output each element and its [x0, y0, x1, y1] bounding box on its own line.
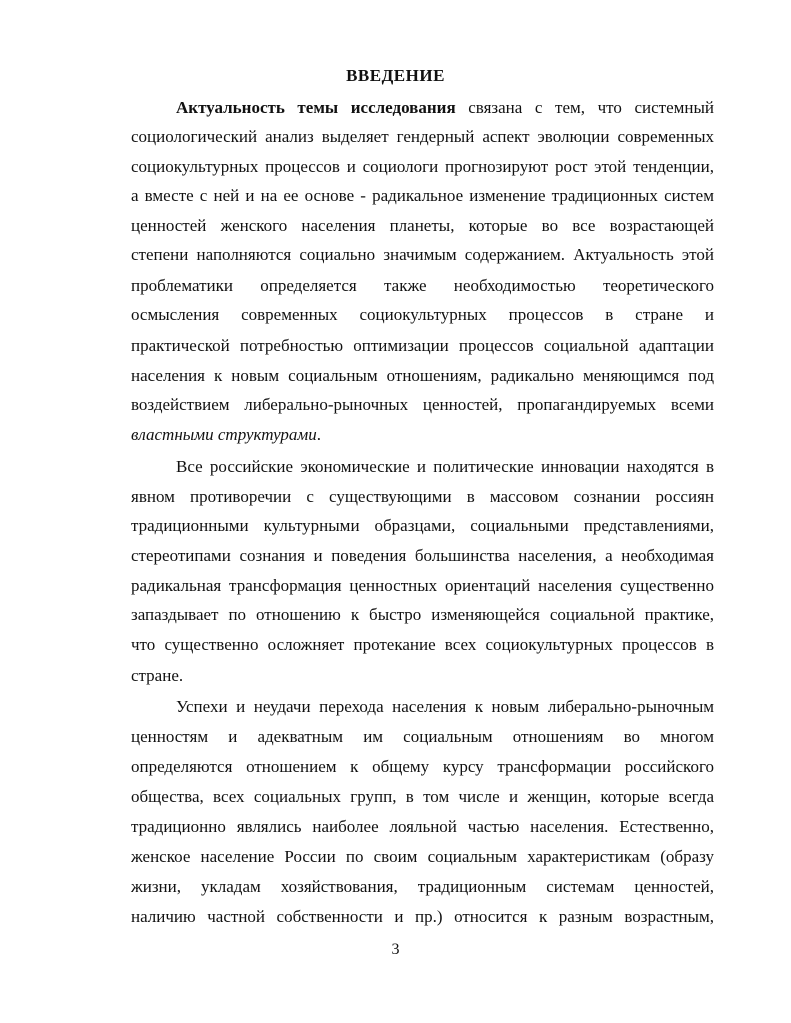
paragraph-2-line-8: стране. — [131, 666, 184, 685]
paragraph-3-line-8: наличию частной собственности и пр.) относится к разным возрастным, — [131, 907, 714, 926]
bold-phrase: Актуальность темы исследования — [176, 98, 456, 117]
line-text: связана с тем, что системный — [455, 98, 714, 117]
paragraph-1-line-9: практической потребностью оптимизации процессов социальной адаптации — [131, 336, 714, 355]
paragraph-3-line-3: определяются отношением к общему курсу трансформации российского — [131, 757, 714, 776]
paragraph-3-line-2: ценностям и адекватным им социальным отношениям во многом — [131, 727, 714, 746]
paragraph-3-line-4: общества, всех социальных групп, в том числе и женщин, которые всегда — [131, 787, 714, 806]
paragraph-1-line-8: осмысления современных социокультурных процессов в стране и — [131, 305, 714, 324]
paragraph-1-line-2: социологический анализ выделяет гендерный аспект эволюции современных — [131, 127, 714, 146]
paragraph-2-line-3: традиционными культурными образцами, социальными представлениями, — [131, 516, 714, 535]
paragraph-3-line-5: традиционно являлись наиболее лояльной частью населения. Естественно, — [131, 817, 714, 836]
paragraph-1-line-7: проблематики определяется также необходимостью теоретического — [131, 276, 714, 295]
paragraph-2-line-5: радикальная трансформация ценностных ориентаций населения существенно — [131, 576, 714, 595]
paragraph-1-line-1 — [176, 97, 714, 119]
line-text: . — [316, 425, 322, 444]
paragraph-2-line-1: Все российские экономические и политические инновации находятся в — [176, 457, 714, 476]
paragraph-2-line-6: запаздывает по отношению к быстро изменяющейся социальной практике, — [131, 605, 714, 624]
paragraph-1-line-5: ценностей женского населения планеты, которые во все возрастающей — [131, 216, 714, 235]
paragraph-1-line-6: степени наполняются социально значимым содержанием. Актуальность этой — [131, 245, 714, 264]
italic-phrase: властными структурами — [131, 425, 317, 444]
paragraph-2-line-7: что существенно осложняет протекание всех социокультурных процессов в — [131, 635, 714, 654]
page-number: 3 — [391, 941, 400, 958]
paragraph-3-line-6: женское население России по своим социальным характеристикам (образу — [131, 847, 714, 866]
section-title: ВВЕДЕНИЕ — [346, 66, 445, 85]
paragraph-2-line-2: явном противоречии с существующими в массовом сознании россиян — [131, 487, 714, 506]
paragraph-1-line-3: социокультурных процессов и социологи прогнозируют рост этой тенденции, — [131, 157, 714, 176]
paragraph-1-line-11: воздействием либерально-рыночных ценностей, пропагандируемых всеми — [131, 395, 714, 414]
paragraph-1-line-10: населения к новым социальным отношениям, радикально меняющимся под — [131, 366, 714, 385]
paragraph-1-line-12 — [131, 424, 714, 446]
paragraph-3-line-1: Успехи и неудачи перехода населения к новым либерально-рыночным — [176, 697, 714, 716]
paragraph-2-line-4: стереотипами сознания и поведения большинства населения, а необходимая — [131, 546, 714, 565]
paragraph-1-line-4: а вместе с ней и на ее основе - радикальное изменение традиционных систем — [131, 186, 714, 205]
paragraph-3-line-7: жизни, укладам хозяйствования, традиционным системам ценностей, — [131, 877, 714, 896]
